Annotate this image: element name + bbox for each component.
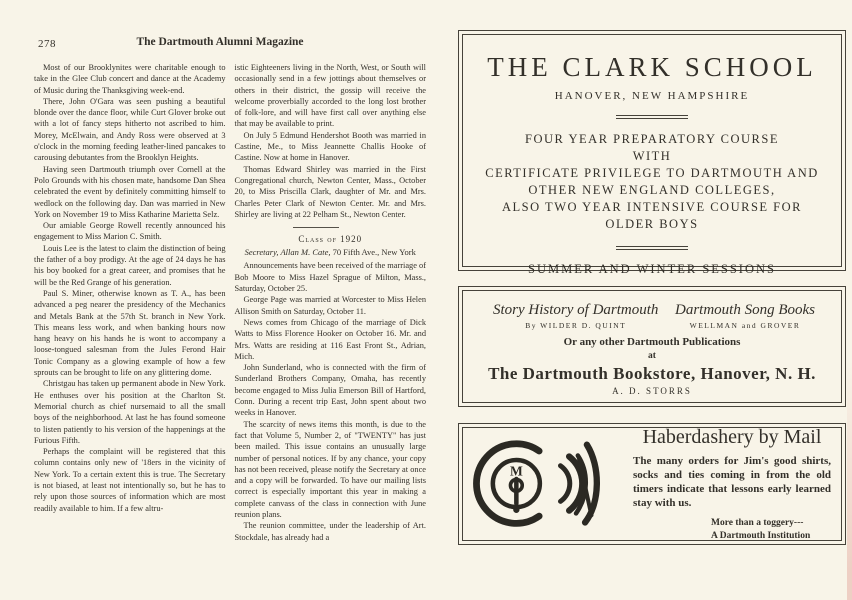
column-middle: [235, 62, 427, 543]
paragraph: Paul S. Miner, otherwise known as T. A., has been advanced a peg nearer the presidency of the Mechanics and Metals Bank at the 57th St. branch in New York. This means less work, and when banking hours now hang heavy on his hands he is wont to accompany a loose-tongued salesman from the Jules Ferond Hair Tonic Company as a glowing example of how a few sprouts can be brought to life on any glittering dome.: [34, 288, 226, 378]
campion-logo-icon: [469, 432, 627, 536]
campion-tagline-2: A Dartmouth Institution: [711, 530, 811, 541]
bookstore-ad: [458, 286, 846, 407]
page-number: 278: [38, 38, 56, 50]
magazine-title: The Dartmouth Alumni Magazine: [136, 36, 304, 48]
paragraph: On July 5 Edmund Hendershot Booth was married in Castine, Me., to Miss Jeannette Challis Hooke of Castine. Now at home in Hanover.: [234, 130, 426, 163]
paragraph: Perhaps the complaint will be registered that this column contains only new of '18ers in the vicinity of New York. To a certain extent this is true. The Secretary is not biased, at least not intentionally so, but he has to rely upon those sources of information which are most readily available to him. If a few altru-: [34, 447, 226, 513]
campion-ad: [458, 423, 846, 545]
clark-school-ad-inner: [462, 34, 842, 276]
column-left: [34, 62, 226, 543]
story-history-byline: By WILDER D. QUINT: [525, 321, 627, 330]
paragraph: There, John O'Gara was seen pushing a beautiful blonde over the dance floor, while Curt Glover broke out with a lot of fancy steps hitherto not ascribed to him. Morey, McElwain, and Andy Ross were observed at 3 o'clock in the morning feeding leather-lined pancakes to carousing debutantes from the Brooklyn Heights.: [34, 96, 226, 163]
campion-taglines: [633, 517, 831, 542]
clark-school-title: THE CLARK SCHOOL: [487, 52, 817, 82]
campion-headline: Haberdashery by Mail: [642, 426, 822, 448]
clark-line: ALSO TWO YEAR INTENSIVE COURSE FOR: [502, 200, 802, 214]
paragraph: The reunion committee, under the leadership of Art. Stockdale, has already had a: [234, 521, 426, 542]
secretary-address: 70 Fifth Ave., New York: [330, 247, 416, 258]
bookstore-name-line: The Dartmouth Bookstore, Hanover, N. H.: [488, 364, 816, 383]
text-columns: [34, 62, 426, 543]
left-page: [34, 36, 426, 543]
campion-body-text: The many orders for Jim's good shirts, socks and ties coming in from the old timers indicate that lessons early learned stay with us.: [633, 455, 831, 509]
campion-ad-inner: [462, 427, 842, 541]
svg-text:M: M: [509, 463, 523, 479]
paragraph: Thomas Edward Shirley was married in the First Congregational church, Newton Center, Mass., October 20, to Miss Priscilla Clark, daughter of Mr. and Mrs. Charles Peter Clark of Newton Center. Mr. and Mrs. Shirley are living at 22 Pelham St., Newton Center.: [234, 164, 426, 219]
paragraph: istic Eighteeners living in the North, West, or South will occasionally send in a few jottings about themselves or others in their district, the gossip will receive the welcome proverbially accorded to the long lost brother of folk-lore, and will have first call over anything else that may be available to print.: [234, 63, 426, 129]
class-of-1920-heading: Class of 1920: [298, 234, 363, 245]
paragraph: Our amiable George Rowell recently announced his engagement to Miss Marion C. Smith.: [34, 221, 226, 242]
page-header: [34, 36, 426, 56]
paragraph: George Page was married at Worcester to Miss Helen Allison Smith on Saturday, October 11.: [234, 295, 426, 316]
bookstore-proprietor-line: A. D. STORRS: [612, 386, 692, 396]
clark-line: WITH: [632, 149, 672, 163]
secretary-line: [235, 247, 427, 258]
clark-school-subtitle: HANOVER, NEW HAMPSHIRE: [554, 90, 750, 102]
clark-line: OTHER NEW ENGLAND COLLEGES,: [528, 183, 776, 197]
bookstore-ad-inner: [462, 290, 842, 403]
paragraph: John Sunderland, who is connected with the firm of Sunderland Brothers Company, Omaha, has recently become engaged to Miss Julia Emerson Bill of Hartford, Conn. During a recent trip East, John spent about two weeks in Hanover.: [234, 363, 426, 418]
section-divider: [293, 227, 339, 228]
song-books-block: [675, 302, 815, 330]
paragraph: Christgau has taken up permanent abode in New York. He enthuses over his position at the Charlton St. Memorial church as chief nursemaid to all the small boys of the neighborhood. At last he has found someone to listen patiently to his version of the happenings at the Furious Fifth.: [34, 379, 226, 445]
bookstore-at-line: at: [648, 351, 656, 361]
double-rule-divider: [616, 246, 688, 250]
campion-text-block: [627, 426, 831, 542]
paragraph: The scarcity of news items this month, is due to the fact that Volume 5, Number 2, of "TWENTY" has just been mailed. This issue contains an unusually large number of personal notices. If by any chance, your copy has not been received, please notify the Secretary at once and a copy will be forwarded. To have our mailing lists correct is especially important this year in making a complete canvass of the class in connection with June reunion plans.: [234, 419, 426, 519]
clark-line: OLDER BOYS: [605, 217, 699, 231]
story-history-title: Story History of Dartmouth: [493, 302, 659, 318]
clark-school-ad: [458, 30, 846, 276]
story-history-block: [493, 302, 658, 330]
paragraph: Announcements have been received of the marriage of Bob Moore to Miss Hazel Sprague of Milton, Mass., Saturday, October 25.: [234, 261, 426, 294]
clark-line: FOUR YEAR PREPARATORY COURSE: [525, 132, 779, 146]
clark-school-footer: SUMMER AND WINTER SESSIONS: [528, 262, 776, 276]
campion-tagline-1: More than a toggery---: [711, 518, 804, 528]
paragraph: Louis Lee is the latest to claim the distinction of being the father of a boy prodigy. At the age of 24 days he has his boy booked for a great career, and promises that he will be the Red Grange of his generation.: [34, 243, 226, 287]
paragraph: News comes from Chicago of the marriage of Dick Watts to Miss Florence Hooker on October 16. Mr. and Mrs. Watts are residing at 116 East Front St., Adrian, Mich.: [234, 317, 426, 361]
double-rule-divider: [616, 115, 688, 119]
clark-line: CERTIFICATE PRIVILEGE TO DARTMOUTH AND: [485, 166, 819, 180]
scan-edge: [847, 0, 852, 600]
song-books-title: Dartmouth Song Books: [675, 302, 815, 318]
paragraph: Having seen Dartmouth triumph over Cornell at the Polo Grounds with his chosen mate, handsome Dan Shea celebrated the event by definitely committing himself to wedlock on the following day. Dan was married in New York on November 19 to Miss Katharine Marietta Selz.: [34, 164, 226, 219]
paragraph: Most of our Brooklynites were charitable enough to take in the Glee Club concert and dance at the Academy of Music during the Thanksgiving week-end.: [34, 63, 226, 95]
bookstore-titles-row: [463, 302, 841, 330]
secretary-name: Secretary, Allan M. Cate,: [244, 247, 331, 258]
right-page-ads: [458, 30, 846, 545]
song-books-byline: WELLMAN and GROVER: [689, 321, 801, 330]
bookstore-publications-line: Or any other Dartmouth Publications: [563, 336, 741, 348]
